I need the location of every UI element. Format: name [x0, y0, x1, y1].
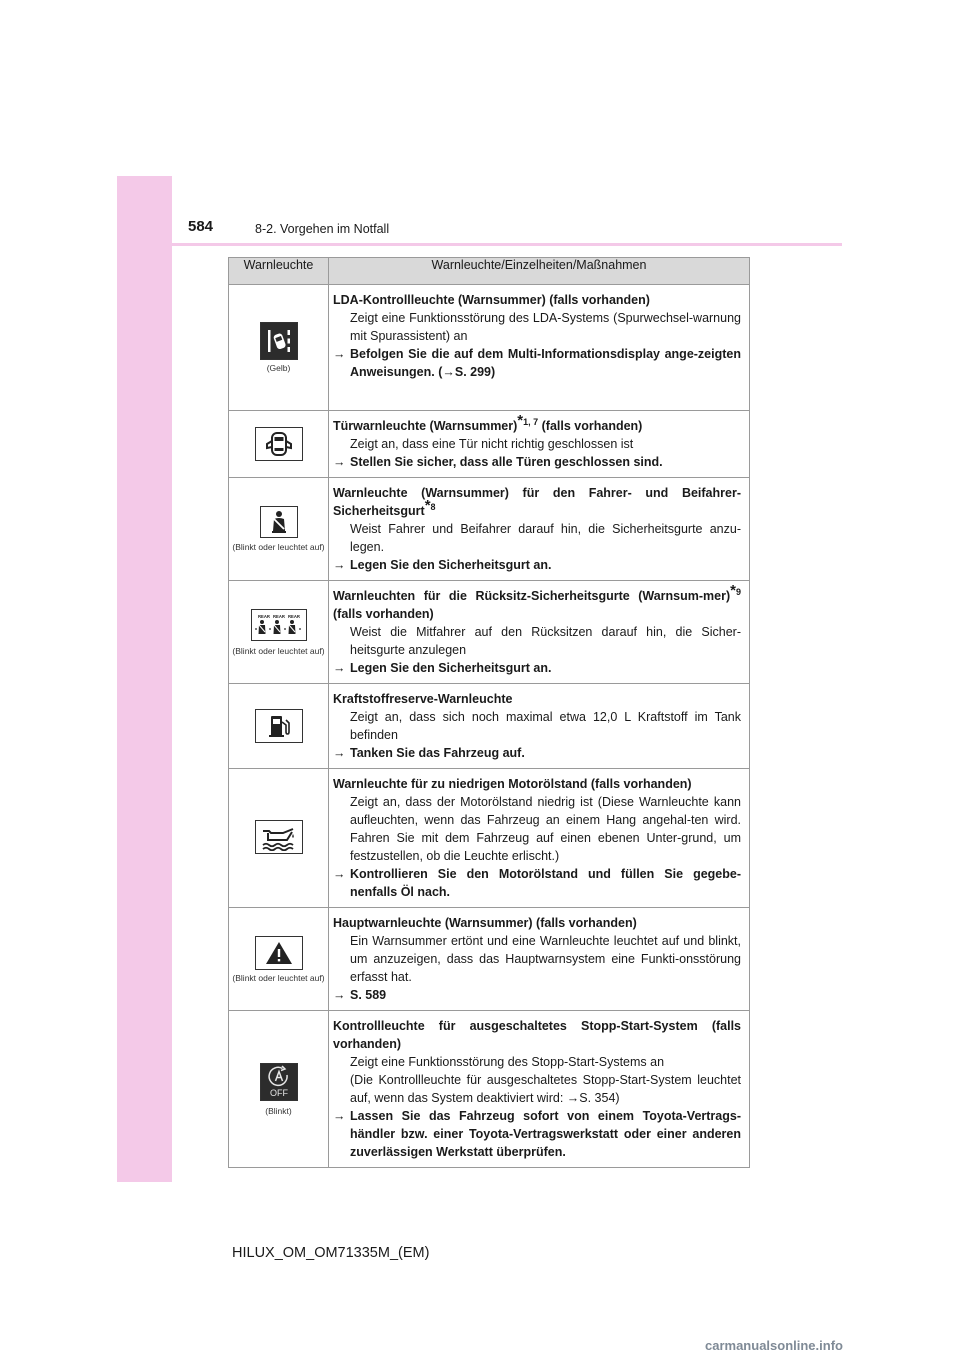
- description-cell: [329, 769, 750, 908]
- icon-caption: (Blinkt oder leuchtet auf): [232, 542, 325, 552]
- warning-title: LDA-Kontrollleuchte (Warnsummer) (falls vorhanden): [333, 293, 650, 307]
- table-row: [229, 769, 750, 908]
- warning-action: [333, 556, 741, 574]
- arrow-icon: →: [333, 1109, 346, 1123]
- description-cell: [329, 684, 750, 769]
- table-row: [229, 908, 750, 1011]
- warning-light-table: [228, 257, 750, 1168]
- table-row: [229, 285, 750, 411]
- section-title: 8-2. Vorgehen im Notfall: [255, 222, 390, 236]
- header-divider: [117, 243, 842, 246]
- action-text: Stellen Sie sicher, dass alle Türen geschlossen sind.: [350, 455, 663, 469]
- warning-title: Kontrollleuchte für ausgeschaltetes Stopp-Start-System (falls vorhanden): [333, 1019, 741, 1051]
- icon-cell: [229, 285, 329, 411]
- arrow-icon: →: [333, 988, 346, 1002]
- stop-start-off-icon: [260, 1063, 298, 1101]
- warning-description: Zeigt an, dass der Motorölstand niedrig ist (Diese Warnleuchte kann aufleuchten, wenn das Fahrzeug an einem Hang angehal-ten wird. Fahren Sie mit dem Fahrzeug auf einen ebenen Unter-grund, um festzustellen, ob die Leuchte erlischt.): [350, 795, 741, 863]
- column-header-description: Warnleuchte/Einzelheiten/Maßnahmen: [329, 258, 750, 285]
- icon-cell: [229, 769, 329, 908]
- warning-action: [333, 865, 741, 901]
- warning-description: Zeigt eine Funktionsstörung des Stopp-Start-Systems an: [350, 1055, 665, 1069]
- master-warning-icon: [255, 936, 303, 970]
- table-row: [229, 478, 750, 581]
- description-cell: [329, 285, 750, 411]
- title-text: Warnleuchten für die Rücksitz-Sicherheitsgurte (Warnsum-mer): [333, 589, 731, 603]
- warning-title: [333, 411, 741, 435]
- action-text: Lassen Sie das Fahrzeug sofort von einem Toyota-Vertrags-händler bzw. einer Toyota-Vertragswerkstatt oder einer anderen zuverlässigen Werkstatt überprüfen.: [350, 1109, 741, 1159]
- arrow-icon: →: [333, 455, 346, 469]
- action-text: Tanken Sie das Fahrzeug auf.: [350, 746, 525, 760]
- arrow-icon: →: [333, 746, 346, 760]
- icon-caption: (Gelb): [266, 363, 291, 373]
- icon-caption: (Blinkt): [265, 1105, 292, 1116]
- icon-cell: [229, 908, 329, 1011]
- description-cell: [329, 478, 750, 581]
- warning-description: Zeigt an, dass eine Tür nicht richtig geschlossen ist: [350, 437, 634, 451]
- warning-action: [333, 744, 741, 762]
- warning-action: [333, 986, 741, 1004]
- warning-action: [333, 1107, 741, 1161]
- warning-description: Zeigt an, dass sich noch maximal etwa 12,0 L Kraftstoff im Tank befinden: [350, 710, 741, 742]
- icon-cell: [229, 684, 329, 769]
- warning-title: [333, 581, 741, 623]
- icon-cell: [229, 478, 329, 581]
- warning-description: Weist die Mitfahrer auf den Rücksitzen darauf hin, die Sicher-heitsgurte anzulegen: [350, 625, 741, 657]
- footnote-star: *: [424, 496, 431, 514]
- arrow-icon: →: [333, 867, 346, 881]
- title-text: Warnleuchte (Warnsummer) für den Fahrer- und Beifahrer-Sicherheitsgurt: [333, 486, 741, 518]
- seatbelt-icon: [260, 506, 298, 538]
- table-row: [229, 684, 750, 769]
- rear-label: REAR: [287, 613, 300, 619]
- table-header-row: [229, 258, 750, 285]
- arrow-icon: →: [333, 558, 346, 572]
- icon-cell: [229, 411, 329, 478]
- arrow-icon: →: [333, 347, 346, 361]
- rear-label: REAR: [257, 613, 270, 619]
- footnote-ref: 9: [735, 586, 741, 597]
- table-row: [229, 411, 750, 478]
- warning-description-note: (Die Kontrollleuchte für ausgeschaltetes Stopp-Start-System leuchtet auf, wenn das System deaktiviert wird: →S. 354): [350, 1073, 741, 1105]
- side-margin-band: [117, 176, 172, 1182]
- description-cell: [329, 908, 750, 1011]
- document-code: HILUX_OM_OM71335M_(EM): [232, 1245, 430, 1261]
- warning-title: Kraftstoffreserve-Warnleuchte: [333, 692, 513, 706]
- footnote-star: *: [517, 411, 524, 429]
- footnote-ref: 8: [430, 501, 436, 512]
- warning-title: Warnleuchte für zu niedrigen Motorölstand (falls vorhanden): [333, 777, 692, 791]
- icon-caption: (Blinkt oder leuchtet auf): [232, 645, 325, 656]
- table-row: [229, 581, 750, 684]
- description-cell: [329, 581, 750, 684]
- arrow-icon: →: [333, 661, 346, 675]
- warning-description: Weist Fahrer und Beifahrer darauf hin, die Sicherheitsgurte anzu-legen.: [350, 522, 741, 554]
- warning-action: [333, 659, 741, 677]
- description-cell: [329, 1011, 750, 1168]
- warning-action: [333, 345, 741, 381]
- rear-seatbelt-icon: [251, 609, 307, 641]
- warning-title: Hauptwarnleuchte (Warnsummer) (falls vorhanden): [333, 916, 637, 930]
- description-cell: [329, 411, 750, 478]
- icon-cell: [229, 1011, 329, 1168]
- title-text: Türwarnleuchte (Warnsummer): [333, 419, 518, 433]
- table-row: [229, 1011, 750, 1168]
- fuel-pump-icon: [255, 709, 303, 743]
- warning-description: Ein Warnsummer ertönt und eine Warnleuchte leuchtet auf und blinkt, um anzuzeigen, dass das Hauptwarnsystem eine Funkti-onsstörung erfasst hat.: [350, 934, 741, 984]
- icon-cell: [229, 581, 329, 684]
- off-label: OFF: [269, 1087, 288, 1098]
- warning-description: Zeigt eine Funktionsstörung des LDA-Systems (Spurwechsel-warnung mit Spurassistent) an: [350, 311, 741, 343]
- warning-action: [333, 453, 741, 471]
- warning-title: [333, 484, 741, 520]
- door-open-icon: [255, 427, 303, 461]
- footnote-ref: 1, 7: [523, 416, 539, 427]
- title-suffix: (falls vorhanden): [538, 419, 643, 433]
- action-text: Kontrollieren Sie den Motorölstand und füllen Sie gegebe-nenfalls Öl nach.: [350, 867, 741, 899]
- rear-label: REAR: [272, 613, 285, 619]
- page-number: 584: [188, 218, 214, 235]
- oil-level-icon: [255, 820, 303, 854]
- watermark[interactable]: carmanualsonline.info: [705, 1338, 843, 1353]
- title-suffix: (falls vorhanden): [333, 607, 434, 621]
- action-text: Befolgen Sie die auf dem Multi-Informationsdisplay ange-zeigten Anweisungen. (→S. 299): [350, 347, 741, 379]
- column-header-icon: Warnleuchte: [229, 258, 329, 285]
- action-text: Legen Sie den Sicherheitsgurt an.: [350, 661, 552, 675]
- footnote-star: *: [730, 581, 736, 599]
- action-text: S. 589: [350, 988, 387, 1002]
- action-text: Legen Sie den Sicherheitsgurt an.: [350, 558, 552, 572]
- icon-caption: (Blinkt oder leuchtet auf): [232, 972, 325, 983]
- lda-lane-departure-icon: [260, 322, 298, 360]
